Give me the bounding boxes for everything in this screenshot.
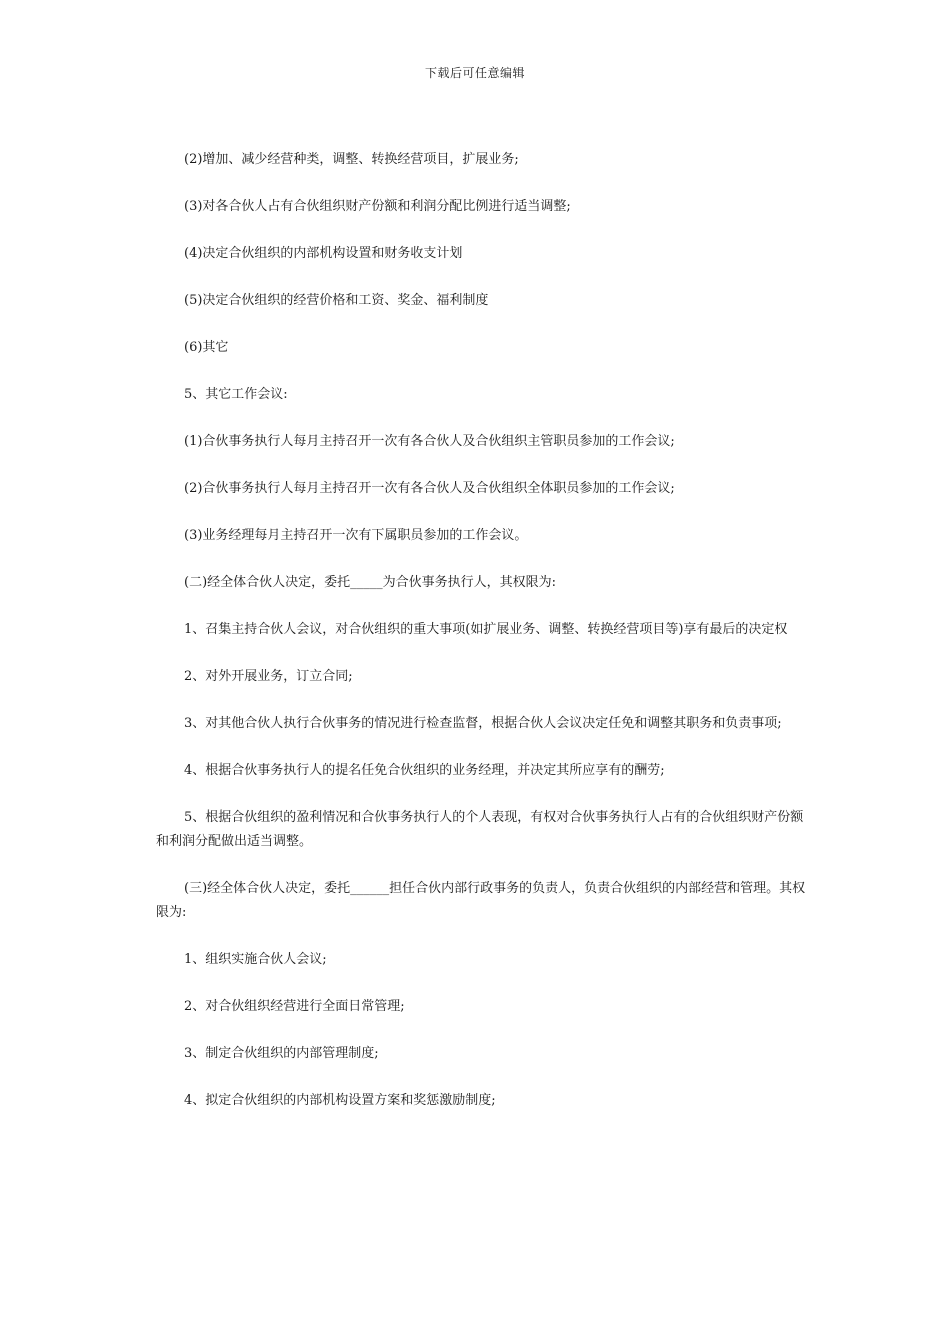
paragraph: (3)业务经理每月主持召开一次有下属职员参加的工作会议。 [184,528,528,543]
paragraph: (三)经全体合伙人决定，委托______担任合伙内部行政事务的负责人，负责合伙组织的内部经营和管理。其权限为: [156,881,806,920]
document-body [156,148,806,1136]
paragraph: (二)经全体合伙人决定，委托_____为合伙事务执行人，其权限为: [184,575,557,590]
paragraph: (2)合伙事务执行人每月主持召开一次有各合伙人及合伙组织全体职员参加的工作会议; [184,481,675,496]
paragraph: 5、其它工作会议: [184,387,288,402]
paragraph: 4、根据合伙事务执行人的提名任免合伙组织的业务经理，并决定其所应享有的酬劳; [184,763,665,778]
paragraph: 4、拟定合伙组织的内部机构设置方案和奖惩激励制度; [184,1093,496,1108]
paragraph: (4)决定合伙组织的内部机构设置和财务收支计划 [184,246,463,261]
paragraph: 3、制定合伙组织的内部管理制度; [184,1046,379,1061]
paragraph: (3)对各合伙人占有合伙组织财产份额和利润分配比例进行适当调整; [184,199,571,214]
paragraph: (6)其它 [184,340,229,355]
paragraph: (2)增加、减少经营种类，调整、转换经营项目，扩展业务; [184,152,519,167]
paragraph: 5、根据合伙组织的盈利情况和合伙事务执行人的个人表现，有权对合伙事务执行人占有的合伙组织财产份额和利润分配做出适当调整。 [156,810,804,849]
paragraph: 3、对其他合伙人执行合伙事务的情况进行检查监督，根据合伙人会议决定任免和调整其职务和负责事项; [184,716,782,731]
paragraph: 1、组织实施合伙人会议; [184,952,327,967]
paragraph: 1、召集主持合伙人会议，对合伙组织的重大事项(如扩展业务、调整、转换经营项目等)享有最后的决定权 [184,622,788,637]
page-header: 下载后可任意编辑 [424,66,525,80]
paragraph: 2、对合伙组织经营进行全面日常管理; [184,999,405,1014]
paragraph: (5)决定合伙组织的经营价格和工资、奖金、福利制度 [184,293,489,308]
paragraph: 2、对外开展业务，订立合同; [184,669,353,684]
paragraph: (1)合伙事务执行人每月主持召开一次有各合伙人及合伙组织主管职员参加的工作会议; [184,434,675,449]
